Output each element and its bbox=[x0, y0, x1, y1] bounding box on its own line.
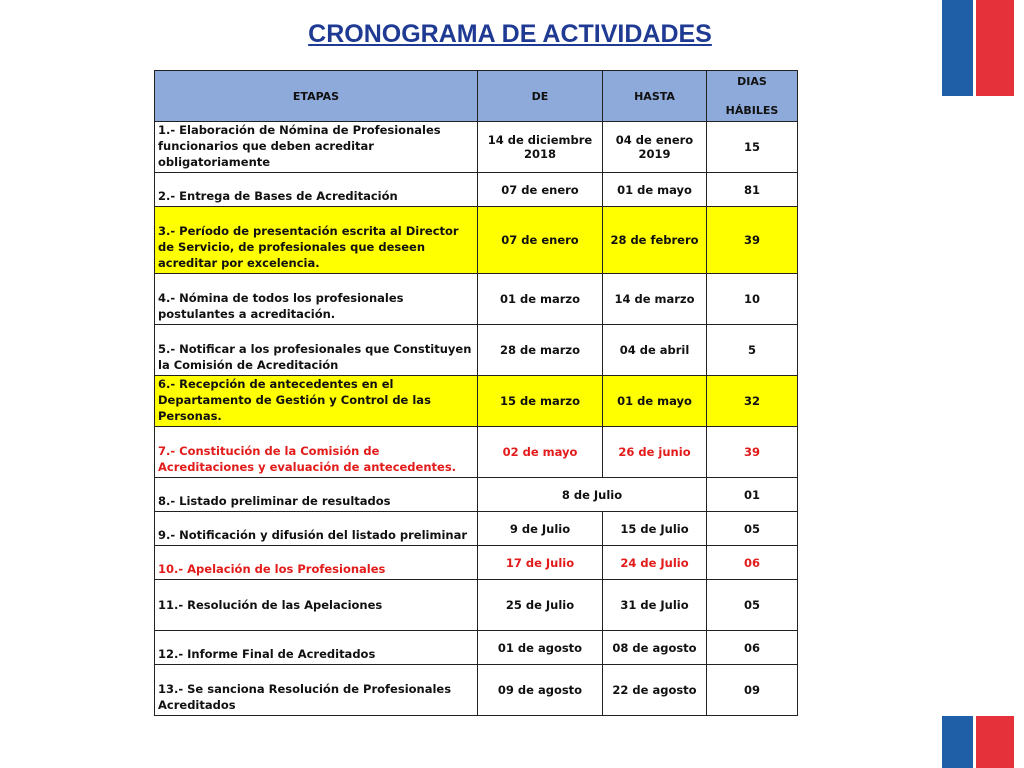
cell-hasta: 08 de agosto bbox=[603, 631, 707, 665]
table-row bbox=[155, 665, 798, 716]
cell-hasta: 15 de Julio bbox=[603, 512, 707, 546]
cell-de: 02 de mayo bbox=[478, 427, 603, 478]
flag-decoration-bottom bbox=[942, 716, 1014, 768]
flag-blue-stripe bbox=[942, 716, 973, 768]
cell-dias: 39 bbox=[707, 207, 798, 274]
table-row bbox=[155, 512, 798, 546]
cell-de: 17 de Julio bbox=[478, 546, 603, 580]
cell-etapa: 5.- Notificar a los profesionales que Constituyen la Comisión de Acreditación bbox=[155, 325, 478, 376]
cell-etapa: 3.- Período de presentación escrita al Director de Servicio, de profesionales que deseen acreditar por excelencia. bbox=[155, 207, 478, 274]
cell-hasta: 24 de Julio bbox=[603, 546, 707, 580]
cell-etapa: 2.- Entrega de Bases de Acreditación bbox=[155, 173, 478, 207]
cell-hasta: 14 de marzo bbox=[603, 274, 707, 325]
cell-etapa: 6.- Recepción de antecedentes en el Departamento de Gestión y Control de las Personas. bbox=[155, 376, 478, 427]
cell-hasta: 01 de mayo bbox=[603, 173, 707, 207]
table-row bbox=[155, 478, 798, 512]
cell-de: 07 de enero bbox=[478, 173, 603, 207]
cell-etapa: 4.- Nómina de todos los profesionales postulantes a acreditación. bbox=[155, 274, 478, 325]
table-row bbox=[155, 122, 798, 173]
cell-de: 01 de marzo bbox=[478, 274, 603, 325]
flag-red-stripe bbox=[976, 716, 1014, 768]
header-dias-line2: HÁBILES bbox=[725, 104, 779, 117]
table-row bbox=[155, 631, 798, 665]
cell-hasta: 22 de agosto bbox=[603, 665, 707, 716]
table-header-row bbox=[155, 71, 798, 122]
cell-de: 9 de Julio bbox=[478, 512, 603, 546]
cell-de: 09 de agosto bbox=[478, 665, 603, 716]
cell-de: 25 de Julio bbox=[478, 580, 603, 631]
flag-blue-stripe bbox=[942, 0, 973, 96]
cell-etapa: 1.- Elaboración de Nómina de Profesionales funcionarios que deben acreditar obligatoriamente bbox=[155, 122, 478, 173]
cell-etapa: 12.- Informe Final de Acreditados bbox=[155, 631, 478, 665]
cell-hasta: 26 de junio bbox=[603, 427, 707, 478]
cell-dias: 05 bbox=[707, 512, 798, 546]
cell-hasta: 01 de mayo bbox=[603, 376, 707, 427]
table-row-red bbox=[155, 427, 798, 478]
cell-etapa: 10.- Apelación de los Profesionales bbox=[155, 546, 478, 580]
header-hasta: HASTA bbox=[603, 71, 707, 122]
cell-de-hasta-merged: 8 de Julio bbox=[478, 478, 707, 512]
cell-etapa: 9.- Notificación y difusión del listado preliminar bbox=[155, 512, 478, 546]
flag-red-stripe bbox=[976, 0, 1014, 96]
cell-dias: 5 bbox=[707, 325, 798, 376]
cell-de: 15 de marzo bbox=[478, 376, 603, 427]
cell-dias: 10 bbox=[707, 274, 798, 325]
table-row-highlighted bbox=[155, 207, 798, 274]
cell-de: 07 de enero bbox=[478, 207, 603, 274]
cell-de: 28 de marzo bbox=[478, 325, 603, 376]
cell-etapa: 7.- Constitución de la Comisión de Acreditaciones y evaluación de antecedentes. bbox=[155, 427, 478, 478]
flag-decoration-top bbox=[942, 0, 1014, 96]
cell-dias: 01 bbox=[707, 478, 798, 512]
cell-dias: 81 bbox=[707, 173, 798, 207]
cell-dias: 05 bbox=[707, 580, 798, 631]
header-de: DE bbox=[478, 71, 603, 122]
table-row-highlighted bbox=[155, 376, 798, 427]
cell-dias: 39 bbox=[707, 427, 798, 478]
page-title: CRONOGRAMA DE ACTIVIDADES bbox=[308, 20, 712, 48]
cell-dias: 15 bbox=[707, 122, 798, 173]
cell-dias: 06 bbox=[707, 546, 798, 580]
header-dias-line1: DIAS bbox=[737, 75, 767, 88]
cell-hasta: 31 de Julio bbox=[603, 580, 707, 631]
cell-hasta: 28 de febrero bbox=[603, 207, 707, 274]
cell-etapa: 8.- Listado preliminar de resultados bbox=[155, 478, 478, 512]
cell-dias: 06 bbox=[707, 631, 798, 665]
header-dias bbox=[707, 71, 798, 122]
cell-etapa: 13.- Se sanciona Resolución de Profesionales Acreditados bbox=[155, 665, 478, 716]
cell-de: 14 de diciembre 2018 bbox=[478, 122, 603, 173]
table-row bbox=[155, 274, 798, 325]
header-etapas: ETAPAS bbox=[155, 71, 478, 122]
cell-hasta: 04 de enero 2019 bbox=[603, 122, 707, 173]
table-row-red bbox=[155, 546, 798, 580]
cell-de: 01 de agosto bbox=[478, 631, 603, 665]
schedule-table bbox=[154, 70, 798, 716]
cell-dias: 32 bbox=[707, 376, 798, 427]
table-row bbox=[155, 325, 798, 376]
cell-dias: 09 bbox=[707, 665, 798, 716]
table-row bbox=[155, 580, 798, 631]
table-row bbox=[155, 173, 798, 207]
cell-etapa: 11.- Resolución de las Apelaciones bbox=[155, 580, 478, 631]
cell-hasta: 04 de abril bbox=[603, 325, 707, 376]
